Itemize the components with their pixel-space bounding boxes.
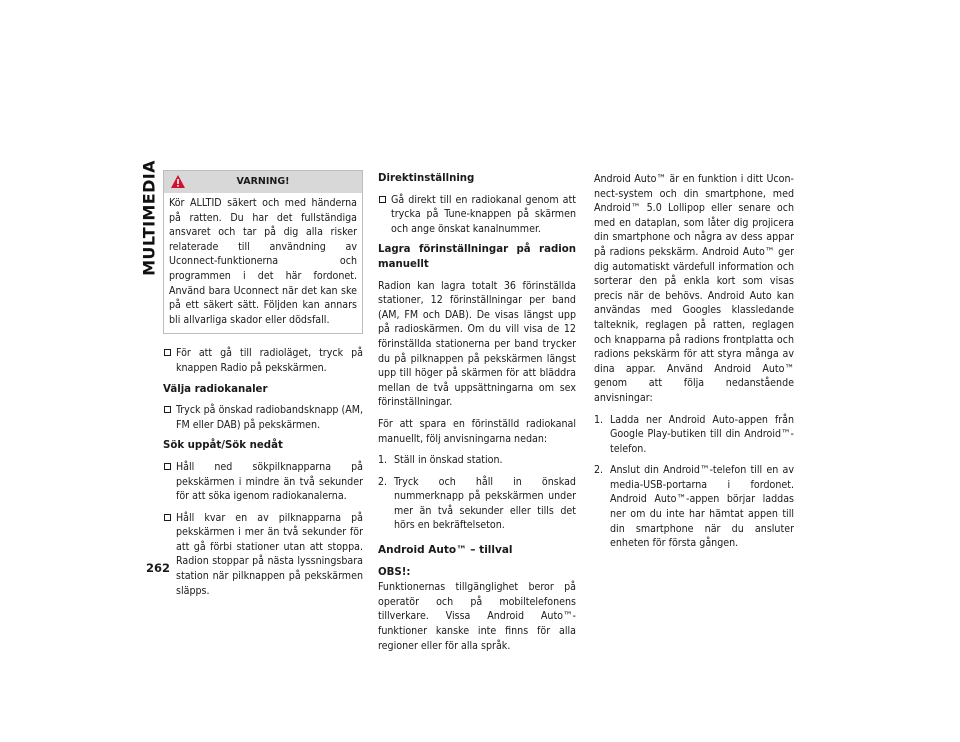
step-number: 2. [378, 475, 388, 488]
step-number: 2. [594, 464, 604, 477]
numbered-step [594, 463, 794, 551]
list-item-text: Håll kvar en av pilknapparna på pekskärmen i mer än två sekunder för att gå förbi stationer utan att stoppa. Radion stoppar på nästa lyssningsbara station när pilknappen på pekskärmen släpps. [176, 511, 363, 597]
numbered-step [594, 413, 794, 457]
warning-text: Kör ALLTID säkert och med händerna på ratten. Du har det fullständiga ansvaret och tar på dig alla risker relaterade till användning av Uconnect-funktionerna och programmen i det här fordonet. Använd bara Uconnect när det kan ske på ett säkert sätt. Följden kan annars bli allvarliga skador eller dödsfall. [169, 197, 357, 326]
bullet-square-icon [164, 349, 171, 356]
heading-presets: Lagra förinställningar på radion manuellt [378, 244, 576, 270]
list-item-text: Gå direkt till en radiokanal genom att trycka på Tune-knappen på skärmen och ange önskat kanalnummer. [391, 193, 576, 235]
heading-seek: Sök uppåt/Sök nedåt [163, 440, 283, 452]
numbered-step [378, 453, 576, 468]
heading-select-channels: Välja radiokanaler [163, 383, 268, 395]
step-number: 1. [594, 413, 604, 426]
warning-box [163, 170, 363, 334]
list-item-text: Håll ned sökpilknapparna på pekskärmen i mindre än två sekunder för att söka igenom radiokanalerna. [176, 460, 363, 503]
bullet-square-icon [379, 196, 386, 203]
bullet-square-icon [164, 463, 171, 470]
page-number: 262 [146, 561, 171, 575]
heading-direct-tune: Direktinställning [378, 173, 475, 184]
warning-header [164, 171, 362, 193]
warning-title: VARNING! [236, 175, 290, 187]
paragraph-save-preset: För att spara en förinställd radiokanal manuellt, följ anvisningarna nedan: [378, 417, 576, 445]
step-text: Anslut din Android™-telefon till en av media-USB-portarna i fordonet. Android Auto™-appen börjar laddas ner om du inte har hämtat appen till din smartphone när du ansluter enheten för första gången. [610, 464, 794, 550]
list-item [163, 346, 363, 375]
step-number: 1. [378, 454, 388, 467]
note-label: OBS!: [378, 566, 411, 578]
step-text: Ladda ner Android Auto-appen från Google Play-butiken till din Android™-telefon. [610, 413, 794, 455]
column-3 [594, 172, 794, 558]
column-2 [378, 172, 576, 660]
heading-android-auto: Android Auto™ – tillval [378, 544, 513, 557]
paragraph-presets: Radion kan lagra totalt 36 förinställda stationer, 12 förinställningar per band (AM, FM och DAB). De visas längst upp på radioskärmen. Om du vill visa de 12 förinställda stationerna per band trycker du på pilknappen på pekskärmen längst upp till höger på skärmen för att bläddra mellan de två uppsättningarna om sex förinställningar. [378, 279, 576, 409]
section-title-vertical [134, 160, 164, 276]
numbered-step [378, 475, 576, 533]
warning-triangle-icon [170, 174, 186, 189]
list-item [163, 511, 363, 599]
list-item [378, 193, 576, 237]
column-1 [163, 170, 363, 605]
section-title-text: MULTIMEDIA [139, 160, 159, 276]
bullet-square-icon [164, 406, 171, 413]
bullet-square-icon [164, 514, 171, 521]
paragraph-android-intro: Android Auto™ är en funktion i ditt Uconnect-system och din smartphone, med Android™ 5.0 Lollipop eller senare och med en dataplan, som låter dig projicera din smartphone och några av dess appar på radions pekskärm. Android Auto™ ger dig automatiskt värdefull information och sorterar den på enkla kort som visas precis när de behövs. Android Auto kan användas med Googles klassledande talteknik, reglagen på ratten, reglagen och knapparna på radions frontplatta och radions pekskärm för att styra många av dina appar. Använd Android Auto™ genom att följa nedanstående anvisningar: [594, 173, 794, 404]
list-item [163, 403, 363, 432]
step-text: Tryck och håll in önskad nummerknapp på pekskärmen under mer än två sekunder eller tills det hörs en bekräftelseton. [394, 475, 576, 532]
list-item-text: Tryck på önskad radiobandsknapp (AM, FM eller DAB) på pekskärmen. [176, 404, 363, 431]
list-item-text: För att gå till radioläget, tryck på knappen Radio på pekskärmen. [176, 347, 363, 374]
list-item [163, 460, 363, 504]
step-text: Ställ in önskad station. [394, 454, 503, 467]
note-text: Funktionernas tillgänglighet beror på operatör och på mobiltelefonens tillverkare. Vissa Android Auto™-funktioner kanske inte finns för alla regioner eller för alla språk. [378, 581, 576, 652]
